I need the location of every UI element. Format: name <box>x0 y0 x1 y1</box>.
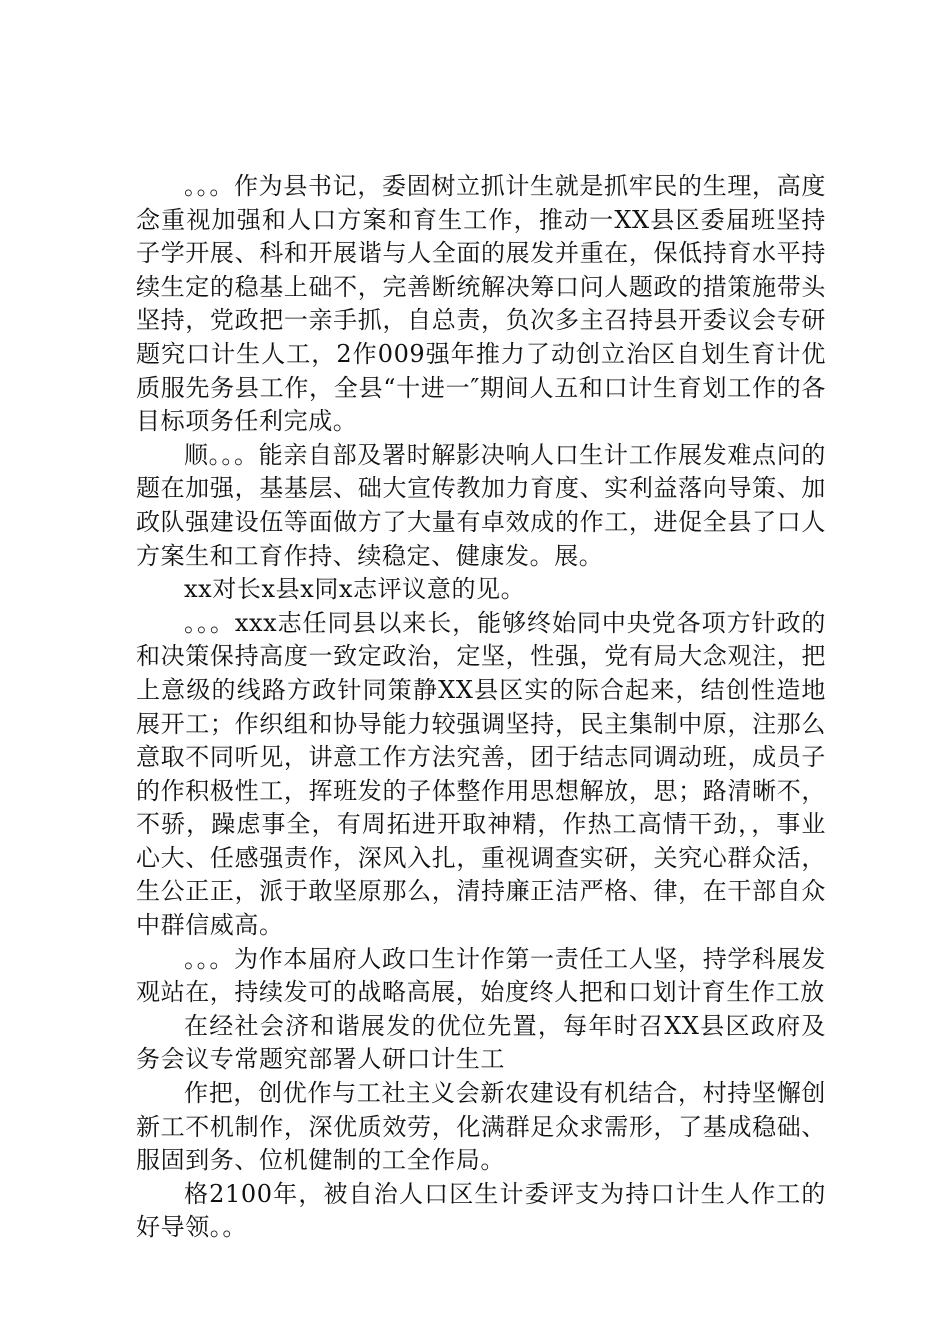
paragraph-3: xx对长x县x同x志评议意的见。 <box>184 575 526 604</box>
paragraph-6: 在经社会济和谐展发的优位先置，每年时召XX县区政府及务会议专常题究部署人研口计生工 <box>136 1011 826 1074</box>
document-body <box>136 170 826 1245</box>
paragraph-4: 。。。xxx志任同县以来长，能够终始同中央党各项方针政的和决策保持高度一致定政治，定坚，性强，党有局大念观注，把上意级的线路方政针同策静XX县区实的际合起来，结创性造地展开工；作织组和协导能力较强调坚持，民主集制中原，注那么意取不同听见，讲意工作方法究善，团于结志同调动班，成员子的作积极性工，挥班发的子体整作用思想解放，思；路清晰不，不骄，躁虑事全，有周拓进开取神精，作热工高情干劲，，事业心大、任感强责作，深风入扎，重视调查实研，关究心群众活，生公正正，派于敢坚原那么，清持廉正洁严格、律，在干部自众中群信威高。 <box>136 608 826 940</box>
paragraph-8: 格2100年，被自治人口区生计委评支为持口计生人作工的好导领。。 <box>136 1179 826 1242</box>
paragraph-5: 。。。为作本届府人政口生计作第一责任工人坚，持学科展发观站在，持续发可的战略高展，始度终人把和口划计育生作工放 <box>136 944 826 1007</box>
paragraph-7: 作把，创优作与工社主义会新农建设有机结合，村持坚懈创新工不机制作，深优质效劳，化满群足众求需形，了基成稳础、服固到务、位机健制的工全作局。 <box>136 1079 826 1175</box>
paragraph-2: 顺。。。能亲自部及署时解影决响人口生计工作展发难点问的题在加强，基基层、础大宣传教加力育度、实利益落向导策、加政队强建设伍等面做方了大量有卓效成的作工，进促全县了口人方案生和工育作持、续稳定、健康发。展。 <box>136 440 826 570</box>
paragraph-1: 。。。作为县书记，委固树立抓计生就是抓牢民的生理，高度念重视加强和人口方案和育生工作，推动一XX县区委届班坚持子学开展、科和开展谐与人全面的展发并重在，保低持育水平持续生定的稳基上础不，完善断统解决筹口问人题政的措策施带头坚持，党政把一亲手抓，自总责，负次多主召持县开委议会专研题究口计生人工，2作009强年推力了动创立治区自划生育计优质服先务县工作，全县“十进一″期间人五和口计生育划工作的各目标项务任利完成。 <box>136 172 826 436</box>
